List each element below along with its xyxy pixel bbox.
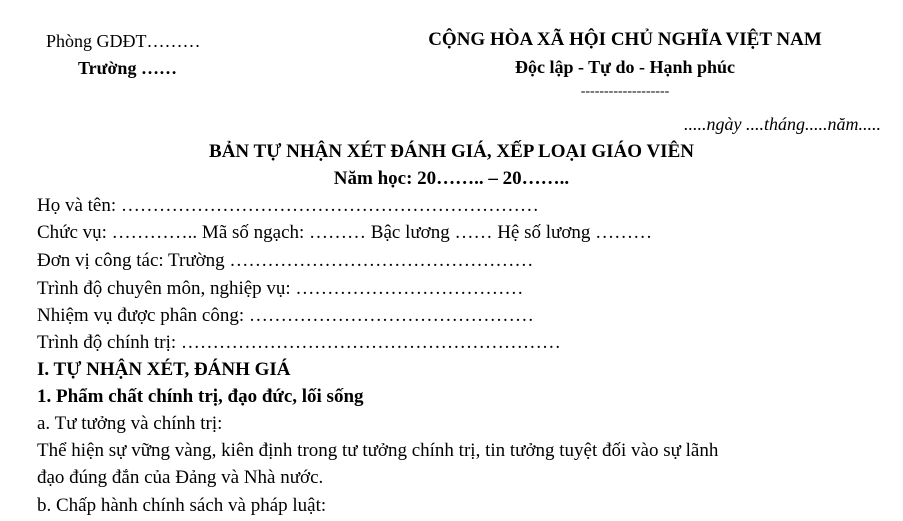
document-title: BẢN TỰ NHẬN XÉT ĐÁNH GIÁ, XẾP LOẠI GIÁO VIÊN: [209, 141, 694, 162]
section-heading: I. TỰ NHẬN XÉT, ĐÁNH GIÁ: [37, 359, 291, 380]
national-motto: Độc lập - Tự do - Hạnh phúc: [514, 57, 736, 77]
field-work-unit: Đơn vị công tác: Trường …………………………………………: [37, 250, 534, 271]
field-assigned-duty: Nhiệm vụ được phân công: ………………………………………: [37, 305, 534, 326]
school-year: Năm học: 20…….. – 20……..: [333, 168, 570, 189]
field-professional-level: Trình độ chuyên môn, nghiệp vụ: ………………………………: [37, 278, 524, 299]
item-a-paragraph-line2: đạo đúng đắn của Đảng và Nhà nước.: [37, 467, 324, 488]
field-full-name: Họ và tên: …………………………………………………………: [37, 195, 539, 216]
field-position-salary: Chức vụ: ………….. Mã số ngạch: ……… Bậc lương …… Hệ số lương ………: [37, 222, 653, 243]
field-political-level: Trình độ chính trị: ……………………………………………………: [37, 332, 561, 353]
date-line: .....ngày ....tháng.....năm.....: [684, 114, 881, 134]
item-a-label: a. Tư tưởng và chính trị:: [37, 413, 223, 434]
national-title: CỘNG HÒA XÃ HỘI CHỦ NGHĨA VIỆT NAM: [428, 29, 822, 50]
item-a-paragraph-line1: Thể hiện sự vững vàng, kiên định trong tư tưởng chính trị, tin tưởng tuyệt đối vào sự lãnh: [37, 440, 719, 461]
school-label: Trường ……: [78, 58, 177, 78]
subsection-heading: 1. Phẩm chất chính trị, đạo đức, lối sống: [37, 386, 364, 407]
header-divider: -------------------: [580, 84, 670, 99]
department-label: Phòng GDĐT………: [46, 31, 201, 51]
item-b-label: b. Chấp hành chính sách và pháp luật:: [37, 495, 327, 516]
